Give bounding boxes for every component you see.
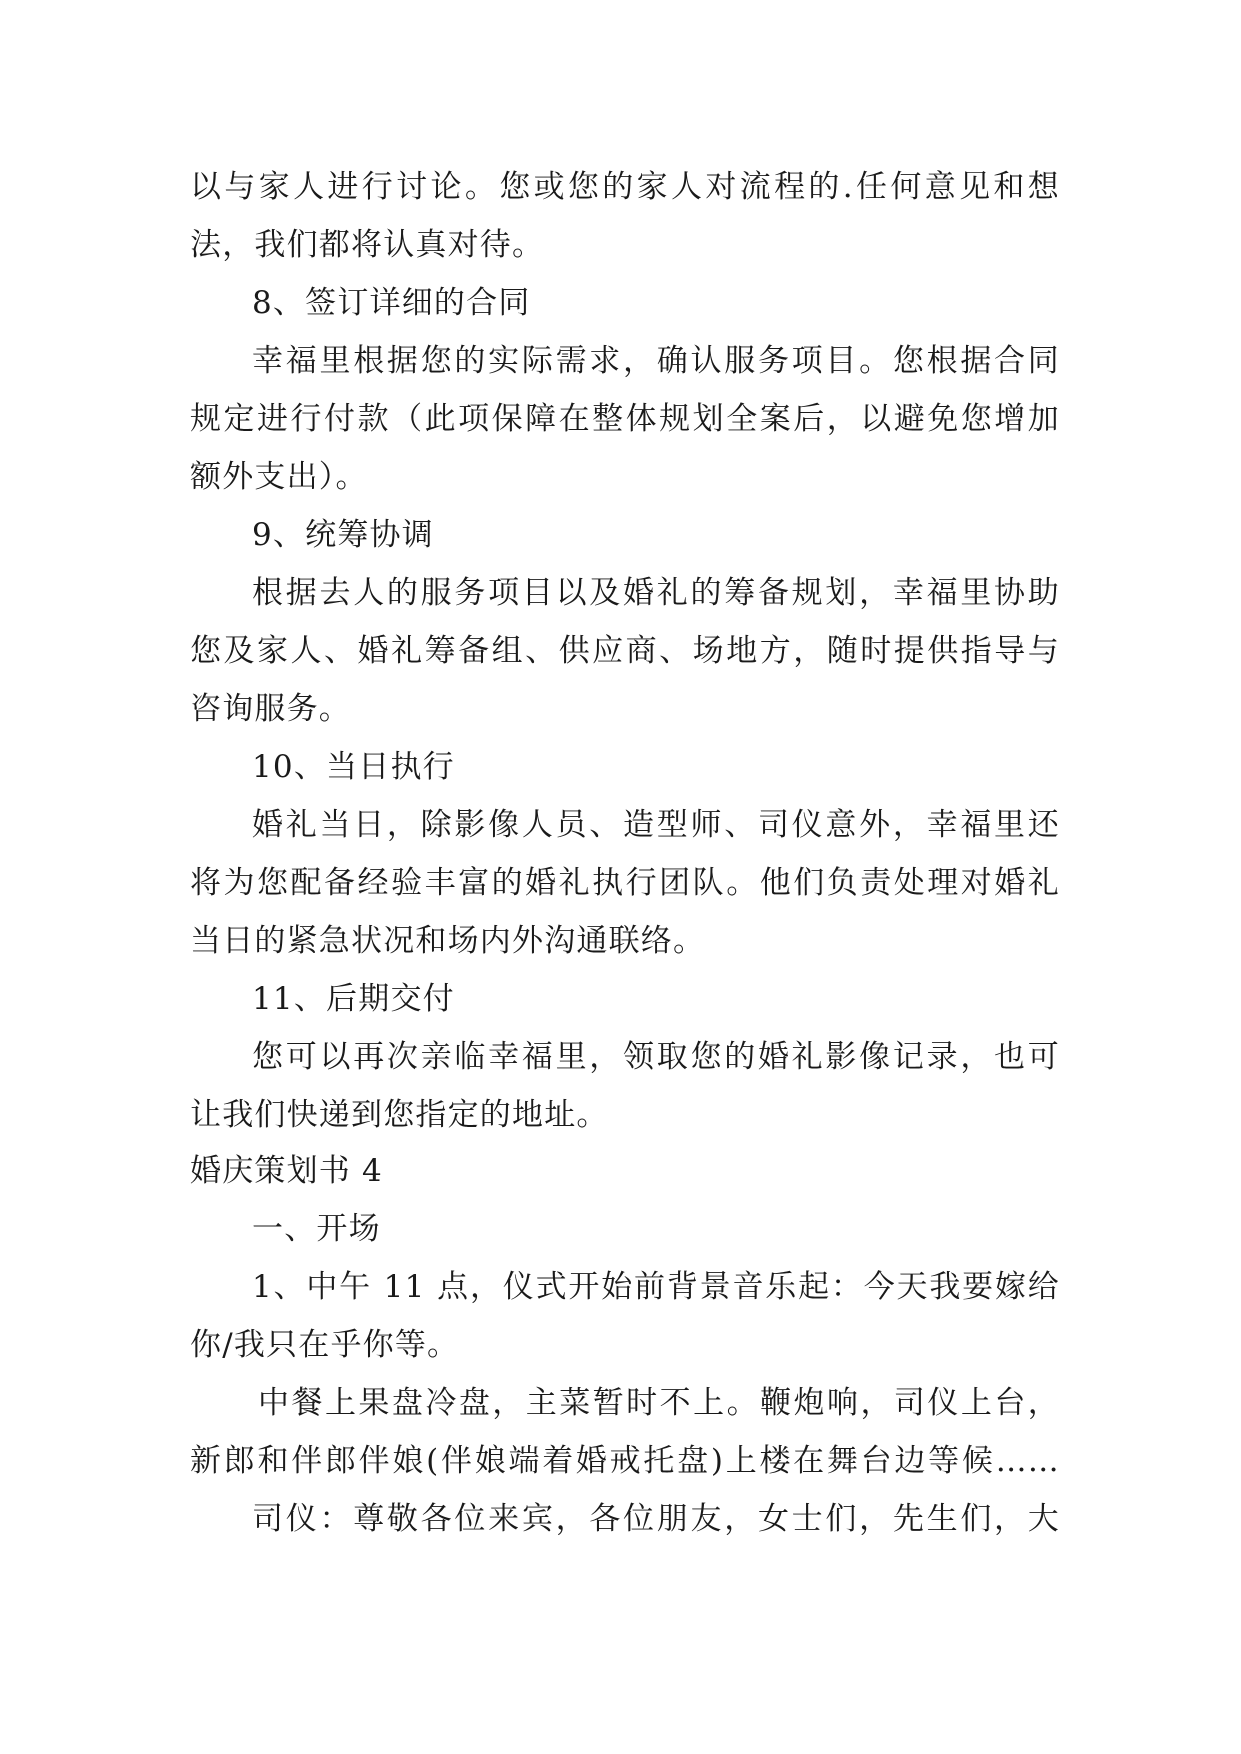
paragraph-line: 咨询服务。	[190, 691, 351, 727]
paragraph-line: 法，我们都将认真对待。	[190, 227, 545, 263]
paragraph-line: 中餐上果盘冷盘，主菜暂时不上。鞭炮响，司仪上台，	[258, 1385, 1060, 1421]
paragraph-line: 你/我只在乎你等。	[190, 1327, 460, 1363]
paragraph-line: 当日的紧急状况和场内外沟通联络。	[190, 923, 706, 959]
section-heading: 11、后期交付	[252, 981, 455, 1017]
paragraph-line: 您可以再次亲临幸福里，领取您的婚礼影像记录，也可	[252, 1039, 1060, 1075]
paragraph-line: 将为您配备经验丰富的婚礼执行团队。他们负责处理对婚礼	[190, 865, 1060, 901]
paragraph-line: 1、中午 11 点，仪式开始前背景音乐起：今天我要嫁给	[252, 1269, 1060, 1305]
paragraph-line: 幸福里根据您的实际需求，确认服务项目。您根据合同	[252, 343, 1060, 379]
section-heading: 8、签订详细的合同	[252, 285, 531, 321]
document-title: 婚庆策划书 4	[190, 1153, 383, 1189]
paragraph-line: 让我们快递到您指定的地址。	[190, 1097, 609, 1133]
section-heading: 10、当日执行	[252, 749, 455, 785]
paragraph-line: 以与家人进行讨论。您或您的家人对流程的.任何意见和想	[190, 169, 1060, 205]
paragraph-line: 规定进行付款（此项保障在整体规划全案后，以避免您增加	[190, 401, 1060, 437]
paragraph-line: 您及家人、婚礼筹备组、供应商、场地方，随时提供指导与	[190, 633, 1060, 669]
paragraph-line: 婚礼当日，除影像人员、造型师、司仪意外，幸福里还	[252, 807, 1060, 843]
paragraph-line: 额外支出）。	[190, 459, 368, 495]
paragraph-line: 根据去人的服务项目以及婚礼的筹备规划，幸福里协助	[252, 575, 1060, 611]
section-heading: 9、统筹协调	[252, 517, 434, 553]
paragraph-line: 司仪：尊敬各位来宾，各位朋友，女士们，先生们，大	[252, 1501, 1060, 1537]
section-heading: 一、开场	[252, 1211, 381, 1247]
paragraph-line: 新郎和伴郎伴娘(伴娘端着婚戒托盘)上楼在舞台边等候……	[190, 1443, 1060, 1479]
